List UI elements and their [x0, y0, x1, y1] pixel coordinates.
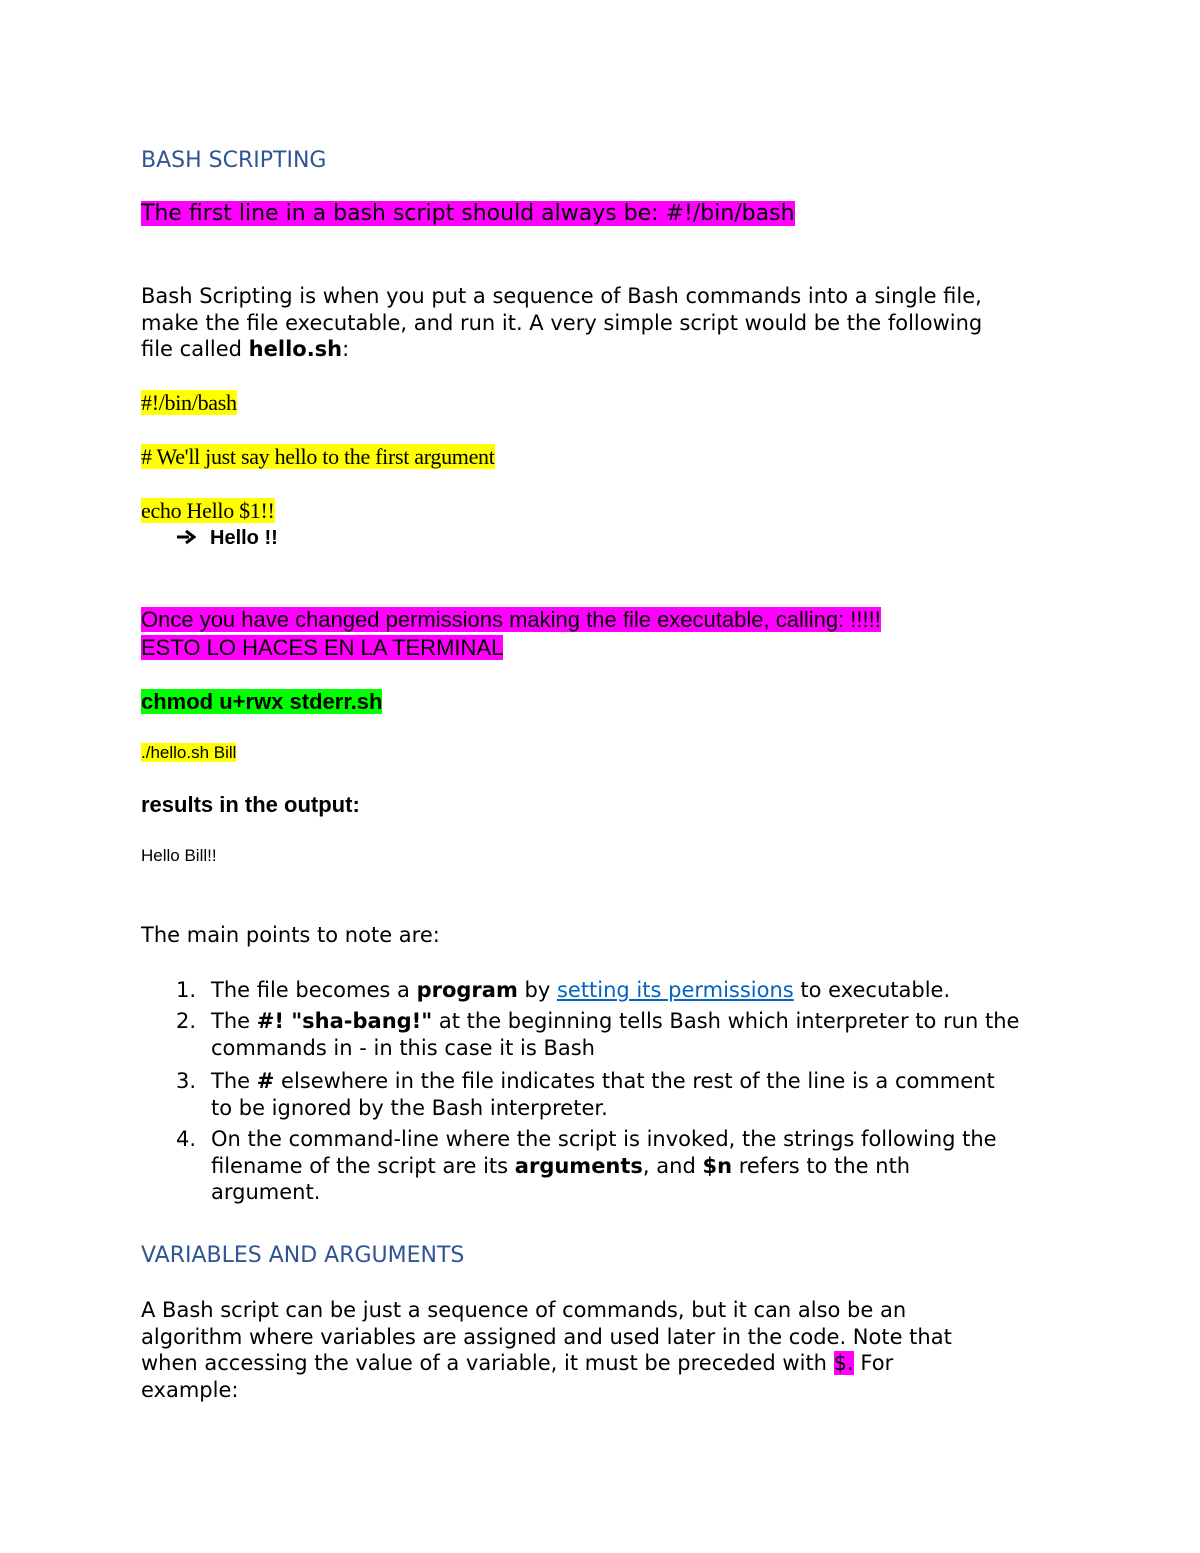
points-intro: The main points to note are:	[141, 923, 440, 947]
output-text: Hello Bill!!	[141, 846, 217, 865]
p2-line1-post: at the beginning tells Bash which interpreter to run the	[432, 1009, 1020, 1033]
filename-hello-sh: hello.sh	[248, 337, 343, 361]
p2-pre: The	[211, 1009, 257, 1033]
variables-line-2: algorithm where variables are assigned and used later in the code. Note that	[141, 1324, 952, 1349]
dollar-n-bold: $n	[702, 1153, 733, 1178]
permissions-note-line-2: ESTO LO HACES EN LA TERMINAL	[141, 635, 504, 660]
list-number: 2.	[176, 1009, 197, 1033]
setting-permissions-link[interactable]: setting its permissions	[556, 978, 794, 1002]
intro-line-1: Bash Scripting is when you put a sequence of Bash commands into a single file,	[141, 284, 982, 308]
intro-line-3	[141, 336, 982, 363]
first-line-note-text: The first line in a bash script should always be: #!/bin/bash	[141, 201, 795, 226]
variables-line-3	[141, 1350, 952, 1377]
code-shebang-text: #!/bin/bash	[141, 390, 237, 415]
arrow-right-icon	[176, 527, 200, 550]
variables-paragraph	[141, 1297, 952, 1403]
intro-line-3-post: :	[342, 337, 350, 361]
dollar-highlight: $.	[833, 1351, 854, 1375]
list-item-text	[211, 1126, 997, 1206]
p3-pre: The	[211, 1069, 257, 1093]
run-command	[141, 743, 236, 763]
numbered-list	[0, 977, 1200, 1217]
p3-line2: to be ignored by the Bash interpreter.	[211, 1095, 608, 1120]
list-item-text	[211, 977, 950, 1004]
heading-bash-scripting: BASH SCRIPTING	[141, 148, 327, 173]
intro-line-3-pre: file called	[141, 337, 249, 361]
heading-variables-and-arguments: VARIABLES AND ARGUMENTS	[141, 1243, 465, 1268]
results-label: results in the output:	[141, 792, 360, 817]
run-command-text: ./hello.sh Bill	[141, 743, 237, 762]
program-bold: program	[416, 978, 518, 1002]
p4-line2-pre: filename of the script are its	[211, 1153, 515, 1178]
variables-line-4: example:	[141, 1377, 239, 1402]
variables-line-1: A Bash script can be just a sequence of commands, but it can also be an	[141, 1298, 907, 1322]
first-line-note	[141, 201, 795, 228]
code-shebang	[141, 390, 237, 416]
list-number: 3.	[176, 1069, 197, 1093]
p4-line2-post: refers to the nth	[732, 1153, 911, 1178]
p1-post: to executable.	[793, 978, 951, 1002]
code-comment-text: # We'll just say hello to the first argument	[141, 444, 495, 469]
list-number: 4.	[176, 1127, 197, 1151]
list-item-text	[211, 1068, 995, 1121]
variables-line-3-pre: when accessing the value of a variable, it must be preceded with	[141, 1351, 834, 1375]
intro-line-2: make the file executable, and run it. A very simple script would be the following	[141, 310, 983, 335]
code-comment	[141, 444, 495, 470]
chmod-command	[141, 689, 382, 715]
arrow-output-line	[176, 527, 278, 550]
p1-mid: by	[517, 978, 557, 1002]
hash-bold: #	[256, 1069, 275, 1093]
p4-line3: argument.	[211, 1180, 321, 1204]
chmod-command-text: chmod u+rwx stderr.sh	[141, 689, 383, 714]
p4-line2-mid: , and	[642, 1153, 703, 1178]
p3-line1-post: elsewhere in the file indicates that the rest of the line is a comment	[274, 1069, 995, 1093]
intro-paragraph	[141, 283, 982, 363]
p4-line1: On the command-line where the script is invoked, the strings following the	[211, 1127, 997, 1151]
permissions-note-line-1: Once you have changed permissions making the file executable, calling: !!!!!	[141, 607, 881, 632]
permissions-note	[141, 606, 881, 662]
variables-line-3-post: For	[853, 1351, 894, 1375]
p1-pre: The file becomes a	[211, 978, 417, 1002]
list-number: 1.	[176, 978, 197, 1002]
p2-line2: commands in - in this case it is Bash	[211, 1035, 595, 1060]
arrow-output-text: Hello !!	[210, 527, 278, 549]
code-echo-text: echo Hello $1!!	[141, 498, 275, 523]
sha-bang-bold: #! "sha-bang!"	[256, 1009, 433, 1033]
arguments-bold: arguments	[514, 1153, 643, 1178]
code-echo	[141, 498, 275, 524]
list-item-text	[211, 1008, 1019, 1061]
